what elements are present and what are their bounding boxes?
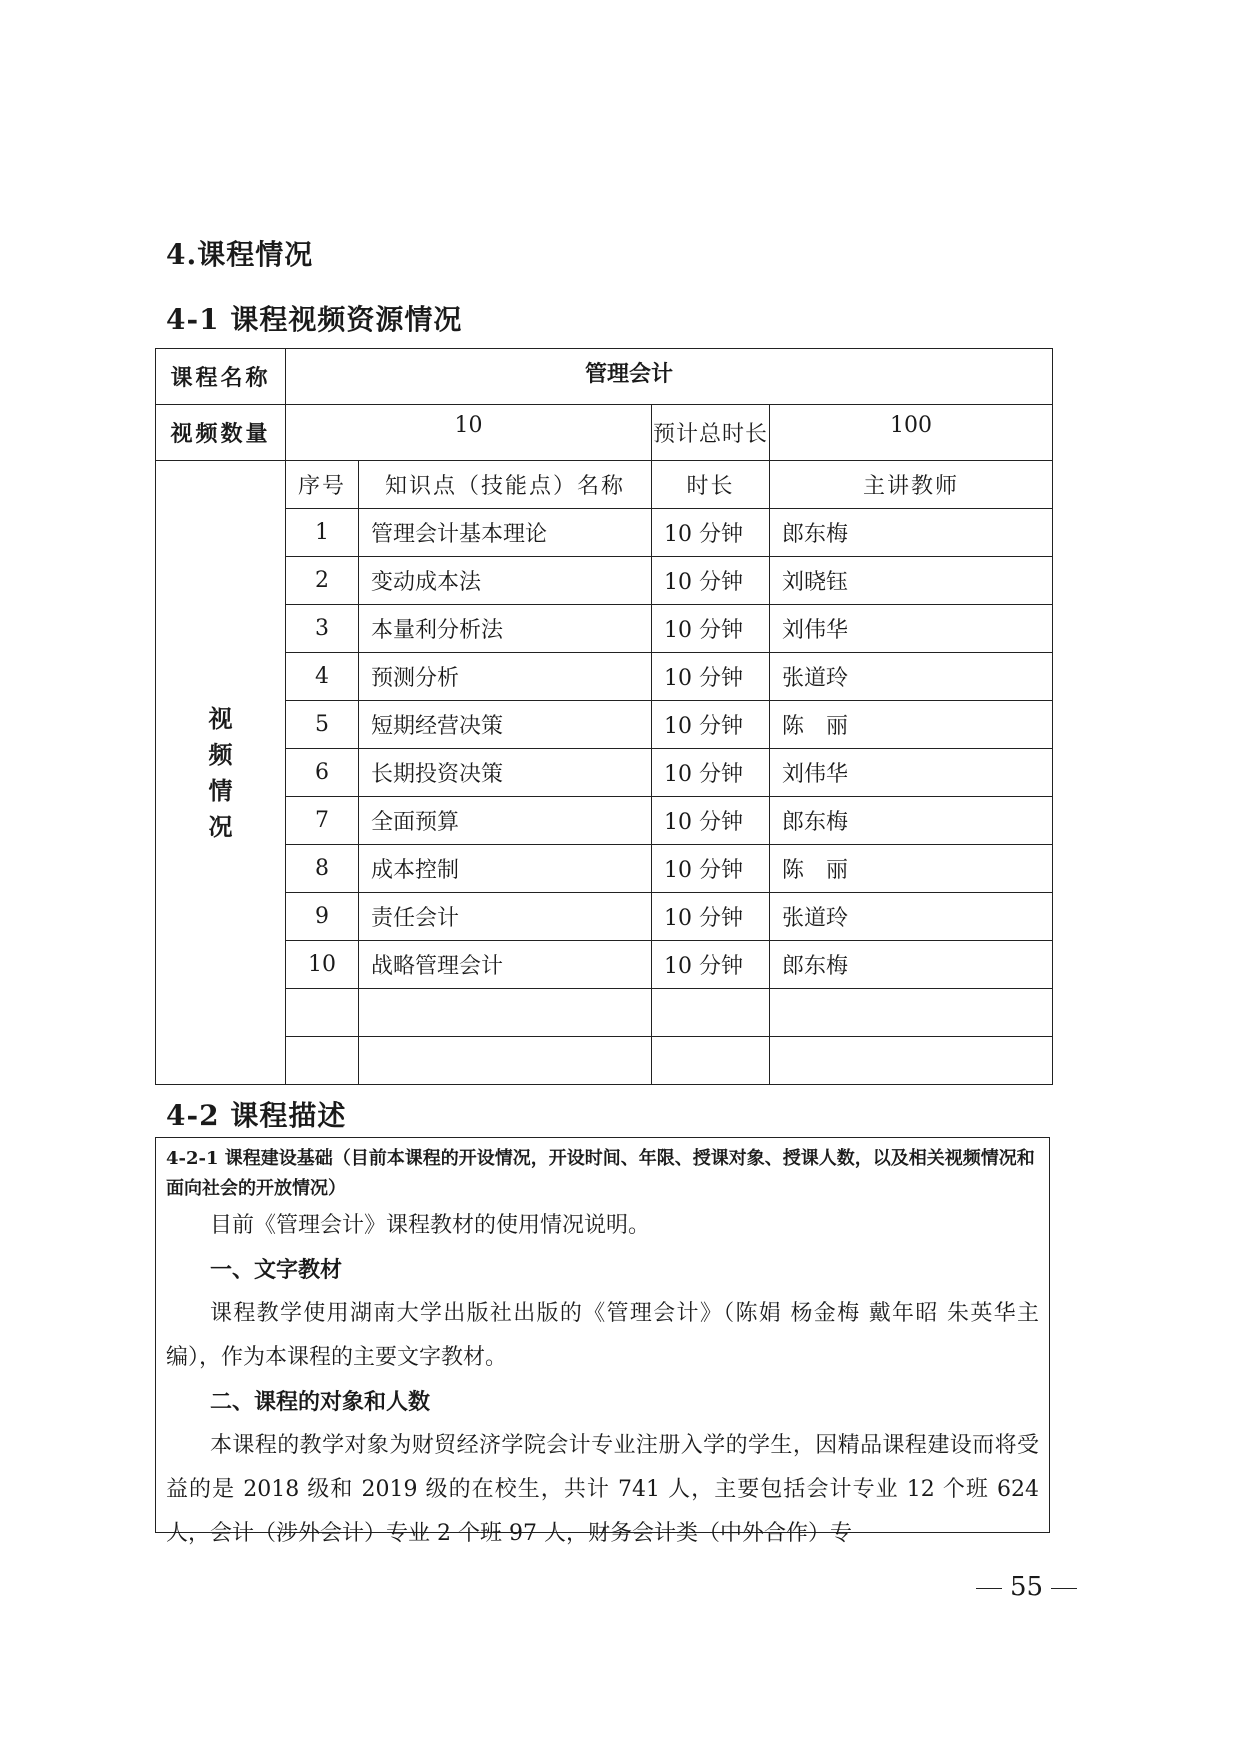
- table-row: 3 本量利分析法 10 分钟 刘伟华: [156, 605, 1053, 653]
- header-duration: 时长: [652, 461, 770, 509]
- total-duration-value: 100: [770, 405, 1053, 461]
- description-paragraph: 课程教学使用湖南大学出版社出版的《管理会计》（陈娟 杨金梅 戴年昭 朱英华主编），作为本课程的主要文字教材。: [166, 1301, 1039, 1370]
- course-name-label: 课程名称: [156, 349, 286, 405]
- subsection-title-description: 4-2 课程描述: [166, 1099, 347, 1132]
- table-header-row: [156, 461, 1053, 509]
- table-row-empty: [156, 989, 1053, 1037]
- table-row: 9 责任会计 10 分钟 张道玲: [156, 893, 1053, 941]
- video-resource-table: [155, 348, 1053, 1085]
- description-paragraph: 目前《管理会计》课程教材的使用情况说明。: [210, 1213, 651, 1238]
- header-topic: 知识点（技能点）名称: [359, 461, 652, 509]
- description-paragraph: 本课程的教学对象为财贸经济学院会计专业注册入学的学生，因精品课程建设而将受益的是 2018 级和 2019 级的在校生，共计 741 人，主要包括会计专业 12 个班 624 人，会计（涉外会计）专业 2 个班 97 人，财务会计类（中外合作）专: [166, 1433, 1039, 1546]
- table-row: 10 战略管理会计 10 分钟 郎东梅: [156, 941, 1053, 989]
- table-row: 8 成本控制 10 分钟 陈 丽: [156, 845, 1053, 893]
- description-heading: 二、课程的对象和人数: [210, 1389, 431, 1415]
- total-duration-label: 预计总时长: [652, 405, 770, 461]
- video-count-label: 视频数量: [156, 405, 286, 461]
- description-intro: 4-2-1 课程建设基础（目前本课程的开设情况，开设时间、年限、授课对象、授课人数，以及相关视频情况和面向社会的开放情况）: [166, 1148, 1035, 1199]
- header-teacher: 主讲教师: [770, 461, 1053, 509]
- video-situation-label: 视 频 情 况: [156, 461, 286, 1085]
- table-row-empty: [156, 1037, 1053, 1085]
- course-name-row: [156, 349, 1053, 405]
- video-count-value: 10: [286, 405, 652, 461]
- course-name-value: 管理会计: [286, 349, 1053, 405]
- course-description-box: [155, 1137, 1050, 1546]
- table-row: 4 预测分析 10 分钟 张道玲: [156, 653, 1053, 701]
- table-row: 5 短期经营决策 10 分钟 陈 丽: [156, 701, 1053, 749]
- table-row: 7 全面预算 10 分钟 郎东梅: [156, 797, 1053, 845]
- video-count-row: [156, 405, 1053, 461]
- table-row: 6 长期投资决策 10 分钟 刘伟华: [156, 749, 1053, 797]
- table-row: 1 管理会计基本理论 10 分钟 郎东梅: [156, 509, 1053, 557]
- table-row: 2 变动成本法 10 分钟 刘晓钰: [156, 557, 1053, 605]
- description-heading: 一、文字教材: [210, 1257, 343, 1283]
- subsection-title-video: 4-1 课程视频资源情况: [166, 303, 463, 336]
- page-number: 55: [968, 1572, 1085, 1602]
- header-seq: 序号: [286, 461, 359, 509]
- section-title: 4.课程情况: [166, 238, 314, 271]
